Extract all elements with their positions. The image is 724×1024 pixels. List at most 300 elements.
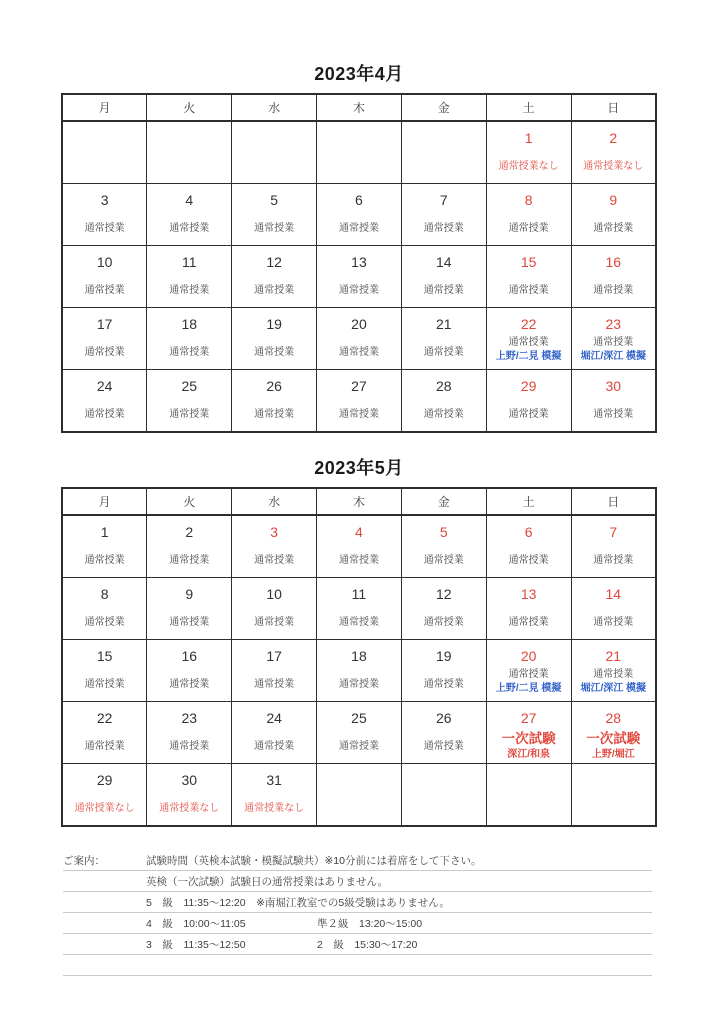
event-list	[232, 408, 316, 421]
date-number: 31	[266, 772, 282, 788]
event-label: 通常授業なし	[74, 803, 135, 814]
event-label: 通常授業	[254, 223, 295, 234]
event-label: 通常授業	[508, 285, 549, 296]
event-list	[572, 222, 655, 235]
event-label: 通常授業	[593, 669, 634, 680]
day-cell	[571, 246, 656, 308]
date-number: 22	[96, 710, 113, 726]
event-label: 通常授業	[593, 223, 634, 234]
weekday-header: 日	[571, 94, 656, 121]
event-list	[487, 222, 571, 235]
day-cell	[486, 640, 571, 702]
event-list	[487, 336, 571, 363]
event-list	[147, 346, 231, 359]
event-label: 通常授業	[423, 223, 464, 234]
day-cell	[317, 702, 402, 764]
weekday-header: 火	[147, 94, 232, 121]
weekday-header: 月	[62, 488, 147, 515]
day-cell	[401, 702, 486, 764]
day-cell	[62, 370, 147, 433]
event-list	[232, 222, 316, 235]
day-cell	[232, 640, 317, 702]
empty-day-cell	[401, 121, 486, 184]
event-label: 通常授業	[169, 741, 210, 752]
event-list	[63, 284, 146, 297]
note-text-secondary: 準２級 13:20～15:00	[317, 918, 423, 930]
event-list	[402, 678, 486, 691]
event-label: 通常授業	[593, 409, 634, 420]
event-list	[572, 554, 655, 567]
event-label: 通常授業	[508, 409, 549, 420]
date-number: 17	[96, 316, 113, 332]
note-text: 5 級 11:35～12:20 ※南堀江教室での5級受験はありません。	[146, 897, 450, 909]
date-number: 4	[355, 524, 363, 540]
event-label: 通常授業	[254, 555, 295, 566]
event-label: 通常授業なし	[159, 803, 220, 814]
event-list	[147, 616, 231, 629]
empty-day-cell	[317, 121, 402, 184]
day-cell	[232, 578, 317, 640]
day-cell	[62, 578, 147, 640]
date-number: 2	[609, 130, 618, 146]
date-number: 20	[351, 316, 367, 332]
day-cell	[232, 370, 317, 433]
event-list	[487, 408, 571, 421]
week-row	[62, 764, 656, 827]
empty-day-cell	[571, 764, 656, 827]
date-number: 26	[436, 710, 452, 726]
date-number: 28	[605, 710, 622, 726]
day-cell	[486, 308, 571, 370]
empty-day-cell	[147, 121, 232, 184]
day-cell	[232, 184, 317, 246]
event-label: 通常授業	[169, 409, 210, 420]
date-number: 9	[185, 586, 194, 602]
date-number: 13	[520, 586, 537, 602]
day-cell	[232, 246, 317, 308]
date-number: 10	[96, 254, 113, 270]
day-cell	[486, 246, 571, 308]
event-list	[232, 346, 316, 359]
date-number: 27	[520, 710, 537, 726]
event-list	[317, 408, 401, 421]
day-cell	[317, 184, 402, 246]
note-row	[63, 955, 652, 976]
note-text: 英検（一次試験）試験日の通常授業はありません。	[146, 876, 389, 888]
weekday-header: 水	[232, 94, 317, 121]
event-list	[487, 668, 571, 695]
event-list	[232, 802, 316, 815]
date-number: 29	[520, 378, 537, 394]
event-list	[232, 284, 316, 297]
event-list	[402, 346, 486, 359]
date-number: 14	[605, 586, 622, 602]
weekday-header: 木	[317, 94, 402, 121]
note-text: 4 級 10:00～11:05	[146, 918, 246, 930]
date-number: 5	[439, 524, 448, 540]
empty-day-cell	[232, 121, 317, 184]
event-list	[402, 222, 486, 235]
date-number: 24	[96, 378, 113, 394]
day-cell	[62, 184, 147, 246]
date-number: 25	[351, 710, 367, 726]
weekday-header: 土	[486, 94, 571, 121]
date-number: 11	[181, 254, 197, 270]
event-label: 通常授業	[423, 555, 464, 566]
day-cell	[571, 308, 656, 370]
note-row	[63, 934, 652, 955]
day-cell	[401, 370, 486, 433]
date-number: 2	[185, 524, 194, 540]
event-label: 通常授業	[84, 679, 125, 690]
date-number: 7	[439, 192, 448, 208]
day-cell	[401, 184, 486, 246]
weekday-header-row	[62, 94, 656, 121]
event-list	[232, 678, 316, 691]
event-list	[402, 284, 486, 297]
weekday-header: 日	[571, 488, 656, 515]
day-cell	[232, 515, 317, 578]
weekday-header: 金	[401, 94, 486, 121]
date-number: 19	[266, 316, 282, 332]
week-row	[62, 515, 656, 578]
week-row	[62, 578, 656, 640]
calendar-table-may	[61, 487, 657, 827]
event-label: 通常授業	[84, 223, 125, 234]
event-label: 通常授業	[84, 285, 125, 296]
event-label: 通常授業なし	[583, 161, 644, 172]
event-list	[63, 616, 146, 629]
event-list	[63, 554, 146, 567]
weekday-header: 月	[62, 94, 147, 121]
day-cell	[401, 308, 486, 370]
day-cell	[317, 640, 402, 702]
event-label: 一次試験	[501, 731, 556, 746]
event-label: 一次試験	[586, 731, 641, 746]
day-cell	[317, 515, 402, 578]
date-number: 25	[181, 378, 198, 394]
note-row	[63, 871, 652, 892]
event-list	[147, 678, 231, 691]
event-label: 通常授業なし	[498, 161, 559, 172]
event-list	[317, 678, 401, 691]
event-list	[572, 160, 655, 173]
date-number: 19	[436, 648, 452, 664]
event-list	[147, 284, 231, 297]
event-list	[63, 740, 146, 753]
date-number: 16	[605, 254, 622, 270]
event-label: 通常授業	[508, 555, 549, 566]
event-label: 通常授業	[593, 285, 634, 296]
event-list	[402, 554, 486, 567]
day-cell	[147, 578, 232, 640]
week-row	[62, 184, 656, 246]
day-cell	[62, 764, 147, 827]
event-label: 堀江/深江 模擬	[580, 683, 647, 694]
notes-section	[63, 850, 652, 976]
event-list	[402, 616, 486, 629]
date-number: 8	[100, 586, 109, 602]
event-label: 通常授業なし	[244, 803, 305, 814]
date-number: 27	[351, 378, 367, 394]
notes-label: ご案内：	[63, 855, 105, 867]
date-number: 8	[524, 192, 533, 208]
day-cell	[62, 702, 147, 764]
week-row	[62, 370, 656, 433]
event-list	[147, 408, 231, 421]
date-number: 7	[609, 524, 618, 540]
event-label: 通常授業	[84, 617, 125, 628]
date-number: 9	[609, 192, 618, 208]
calendar-table-april	[61, 93, 657, 433]
event-label: 通常授業	[423, 679, 464, 690]
event-label: 通常授業	[254, 409, 295, 420]
event-list	[572, 408, 655, 421]
event-label: 上野/二見 模擬	[495, 683, 562, 694]
day-cell	[401, 640, 486, 702]
date-number: 4	[185, 192, 194, 208]
day-cell	[232, 308, 317, 370]
week-row	[62, 308, 656, 370]
event-list	[317, 740, 401, 753]
calendar-title-april: 2023年4月	[314, 64, 404, 84]
date-number: 3	[100, 192, 109, 208]
note-row	[63, 913, 652, 934]
event-label: 通常授業	[169, 617, 210, 628]
calendar-title-may: 2023年5月	[314, 458, 404, 478]
date-number: 18	[181, 316, 198, 332]
event-list	[402, 740, 486, 753]
event-label: 通常授業	[84, 409, 125, 420]
weekday-header: 金	[401, 488, 486, 515]
week-row	[62, 640, 656, 702]
day-cell	[571, 578, 656, 640]
week-row	[62, 702, 656, 764]
day-cell	[317, 246, 402, 308]
event-label: 通常授業	[423, 741, 464, 752]
week-row	[62, 121, 656, 184]
event-label: 通常授業	[338, 679, 379, 690]
event-label: 通常授業	[169, 285, 210, 296]
note-text: 試験時間（英検本試験・模擬試験共）※10分前には着席をして下さい。	[146, 855, 482, 867]
event-label: 通常授業	[254, 617, 295, 628]
event-label: 通常授業	[84, 347, 125, 358]
weekday-header: 土	[486, 488, 571, 515]
weekday-header: 水	[232, 488, 317, 515]
day-cell	[486, 578, 571, 640]
event-label: 深江/和泉	[507, 749, 551, 760]
event-label: 通常授業	[593, 617, 634, 628]
event-label: 通常授業	[254, 347, 295, 358]
event-label: 通常授業	[338, 347, 379, 358]
day-cell	[62, 515, 147, 578]
date-number: 6	[524, 524, 533, 540]
event-list	[63, 408, 146, 421]
note-row	[63, 850, 652, 871]
event-list	[487, 160, 571, 173]
date-number: 14	[436, 254, 452, 270]
event-list	[147, 740, 231, 753]
event-label: 通常授業	[169, 555, 210, 566]
note-row	[63, 892, 652, 913]
event-label: 通常授業	[254, 285, 295, 296]
day-cell	[317, 578, 402, 640]
day-cell	[486, 184, 571, 246]
day-cell	[486, 515, 571, 578]
event-list	[317, 222, 401, 235]
day-cell	[401, 578, 486, 640]
event-list	[232, 616, 316, 629]
event-list	[317, 346, 401, 359]
date-number: 11	[351, 586, 367, 602]
day-cell	[401, 515, 486, 578]
day-cell	[571, 370, 656, 433]
event-label: 通常授業	[169, 679, 210, 690]
day-cell	[232, 764, 317, 827]
empty-day-cell	[62, 121, 147, 184]
day-cell	[486, 370, 571, 433]
empty-day-cell	[486, 764, 571, 827]
day-cell	[147, 702, 232, 764]
event-label: 通常授業	[169, 223, 210, 234]
date-number: 30	[181, 772, 198, 788]
event-label: 通常授業	[593, 337, 634, 348]
event-label: 通常授業	[593, 555, 634, 566]
date-number: 1	[100, 524, 109, 540]
event-label: 通常授業	[169, 347, 210, 358]
event-label: 通常授業	[84, 555, 125, 566]
day-cell	[147, 640, 232, 702]
event-list	[572, 730, 655, 761]
event-list	[572, 284, 655, 297]
event-label: 通常授業	[338, 741, 379, 752]
date-number: 28	[436, 378, 452, 394]
day-cell	[62, 246, 147, 308]
weekday-header: 木	[317, 488, 402, 515]
event-list	[147, 802, 231, 815]
day-cell	[486, 702, 571, 764]
date-number: 24	[266, 710, 282, 726]
event-label: 通常授業	[508, 223, 549, 234]
date-number: 21	[436, 316, 452, 332]
note-text: 3 級 11:35～12:50	[146, 939, 246, 951]
event-list	[487, 284, 571, 297]
event-list	[317, 284, 401, 297]
day-cell	[62, 308, 147, 370]
date-number: 16	[181, 648, 198, 664]
calendar-may	[61, 454, 657, 827]
event-list	[63, 346, 146, 359]
event-label: 通常授業	[423, 285, 464, 296]
date-number: 3	[270, 524, 278, 540]
date-number: 21	[605, 648, 622, 664]
event-label: 通常授業	[84, 741, 125, 752]
day-cell	[147, 515, 232, 578]
date-number: 23	[181, 710, 198, 726]
day-cell	[401, 246, 486, 308]
event-label: 通常授業	[338, 223, 379, 234]
date-number: 23	[605, 316, 622, 332]
date-number: 12	[436, 586, 452, 602]
event-list	[572, 668, 655, 695]
day-cell	[62, 640, 147, 702]
event-list	[63, 802, 146, 815]
date-number: 26	[266, 378, 282, 394]
event-label: 通常授業	[423, 347, 464, 358]
event-label: 通常授業	[338, 409, 379, 420]
day-cell	[317, 308, 402, 370]
event-label: 通常授業	[338, 617, 379, 628]
note-text-secondary: 2 級 15:30～17:20	[317, 939, 418, 951]
day-cell	[147, 764, 232, 827]
day-cell	[571, 702, 656, 764]
event-list	[317, 554, 401, 567]
event-list	[147, 554, 231, 567]
event-list	[572, 616, 655, 629]
date-number: 1	[524, 130, 533, 146]
day-cell	[571, 184, 656, 246]
empty-day-cell	[401, 764, 486, 827]
event-label: 通常授業	[254, 741, 295, 752]
event-label: 通常授業	[338, 285, 379, 296]
event-label: 通常授業	[508, 669, 549, 680]
event-list	[572, 336, 655, 363]
date-number: 15	[520, 254, 537, 270]
date-number: 10	[266, 586, 282, 602]
day-cell	[232, 702, 317, 764]
day-cell	[571, 121, 656, 184]
weekday-header: 火	[147, 488, 232, 515]
event-label: 通常授業	[508, 337, 549, 348]
date-number: 18	[351, 648, 367, 664]
date-number: 22	[520, 316, 537, 332]
event-list	[317, 616, 401, 629]
empty-day-cell	[317, 764, 402, 827]
day-cell	[571, 640, 656, 702]
day-cell	[147, 370, 232, 433]
date-number: 30	[605, 378, 622, 394]
date-number: 13	[351, 254, 367, 270]
day-cell	[571, 515, 656, 578]
event-list	[147, 222, 231, 235]
event-label: 堀江/深江 模擬	[580, 351, 647, 362]
day-cell	[486, 121, 571, 184]
event-list	[487, 616, 571, 629]
event-label: 通常授業	[254, 679, 295, 690]
date-number: 12	[266, 254, 282, 270]
date-number: 17	[266, 648, 282, 664]
event-label: 通常授業	[508, 617, 549, 628]
event-label: 上野/二見 模擬	[495, 351, 562, 362]
day-cell	[317, 370, 402, 433]
date-number: 20	[520, 648, 537, 664]
event-label: 上野/堀江	[591, 749, 635, 760]
event-list	[232, 740, 316, 753]
event-list	[232, 554, 316, 567]
day-cell	[147, 184, 232, 246]
day-cell	[147, 246, 232, 308]
event-list	[63, 222, 146, 235]
date-number: 15	[96, 648, 113, 664]
event-list	[487, 554, 571, 567]
event-label: 通常授業	[423, 409, 464, 420]
event-label: 通常授業	[423, 617, 464, 628]
week-row	[62, 246, 656, 308]
day-cell	[147, 308, 232, 370]
weekday-header-row	[62, 488, 656, 515]
date-number: 29	[96, 772, 113, 788]
event-list	[487, 730, 571, 761]
